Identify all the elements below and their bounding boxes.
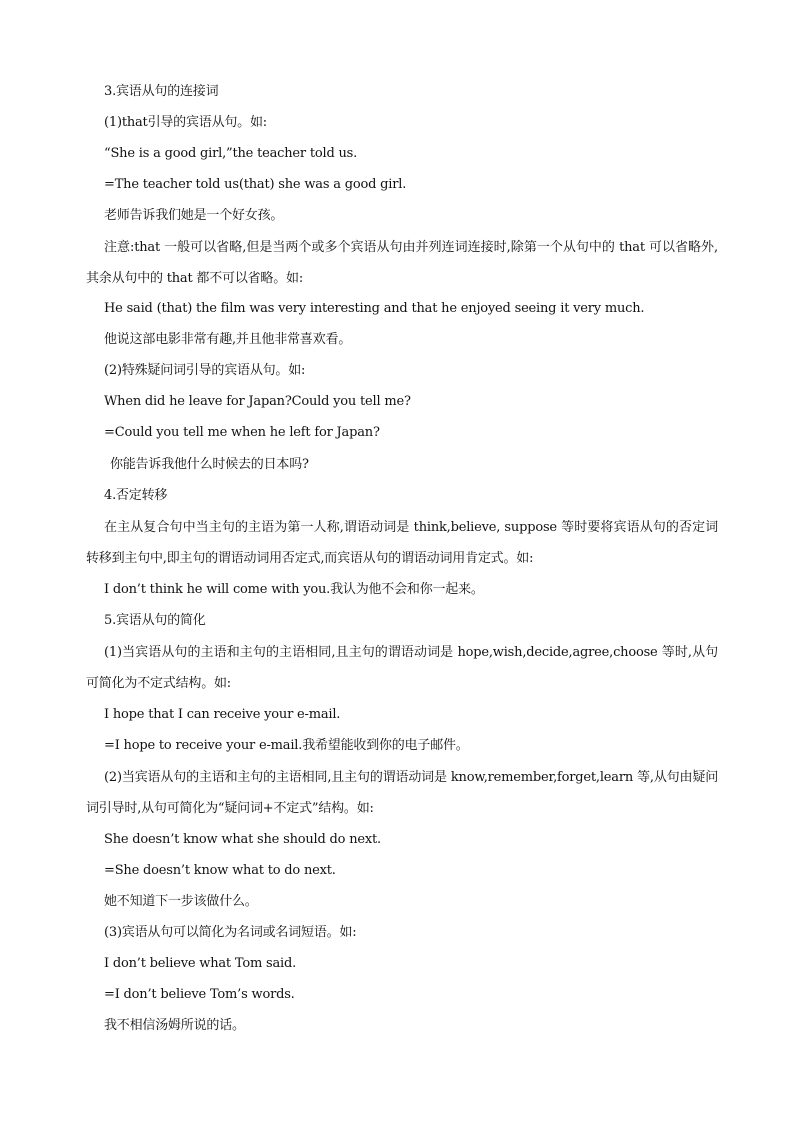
translation: 她不知道下一步该做什么。: [104, 894, 258, 909]
example-sentence: He said (that) the film was very interesting and that he enjoyed seeing it very much.: [104, 301, 645, 316]
example-sentence: =The teacher told us(that) she was a good girl.: [104, 177, 407, 192]
subsection-heading: (1)that引导的宾语从句。如:: [104, 115, 267, 130]
translation: 你能告诉我他什么时候去的日本吗?: [110, 457, 309, 472]
example-sentence: =She doesn’t know what to do next.: [104, 863, 336, 878]
example-sentence: She doesn’t know what she should do next.: [104, 832, 381, 847]
section-heading: 3.宾语从句的连接词: [104, 84, 219, 99]
example-sentence: =Could you tell me when he left for Japan?: [104, 425, 380, 440]
rule-paragraph: 在主从复合句中当主句的主语为第一人称,谓语动词是 think,believe, suppose 等时要将宾语从句的否定词转移到主句中,即主句的谓语动词用否定式,而宾语从句的谓语动词用肯定式。如:: [86, 520, 718, 566]
translation: 他说这部电影非常有趣,并且他非常喜欢看。: [104, 332, 352, 347]
rule-paragraph: (1)当宾语从句的主语和主句的主语相同,且主句的谓语动词是 hope,wish,decide,agree,choose 等时,从句可简化为不定式结构。如:: [86, 645, 718, 691]
example-sentence: =I hope to receive your e-mail.我希望能收到你的电子邮件。: [104, 738, 469, 753]
rule-paragraph: (2)当宾语从句的主语和主句的主语相同,且主句的谓语动词是 know,remember,forget,learn 等,从句由疑问词引导时,从句可简化为“疑问词+不定式”结构。如:: [86, 770, 718, 816]
example-sentence: I don’t believe what Tom said.: [104, 956, 297, 971]
note-paragraph: 注意:that 一般可以省略,但是当两个或多个宾语从句由并列连词连接时,除第一个从句中的 that 可以省略外,其余从句中的 that 都不可以省略。如:: [86, 240, 718, 286]
example-sentence: “She is a good girl,”the teacher told us.: [104, 146, 358, 161]
subsection-heading: (3)宾语从句可以简化为名词或名词短语。如:: [104, 925, 357, 940]
subsection-heading: (2)特殊疑问词引导的宾语从句。如:: [104, 363, 306, 378]
translation: 我不相信汤姆所说的话。: [104, 1018, 245, 1033]
example-sentence: When did he leave for Japan?Could you tell me?: [104, 394, 411, 409]
translation: 老师告诉我们她是一个好女孩。: [104, 208, 284, 223]
example-sentence: =I don’t believe Tom’s words.: [104, 987, 295, 1002]
example-sentence: I don’t think he will come with you.我认为他不会和你一起来。: [104, 582, 484, 597]
section-heading: 4.否定转移: [104, 488, 168, 503]
section-heading: 5.宾语从句的简化: [104, 613, 206, 628]
example-sentence: I hope that I can receive your e-mail.: [104, 707, 341, 722]
